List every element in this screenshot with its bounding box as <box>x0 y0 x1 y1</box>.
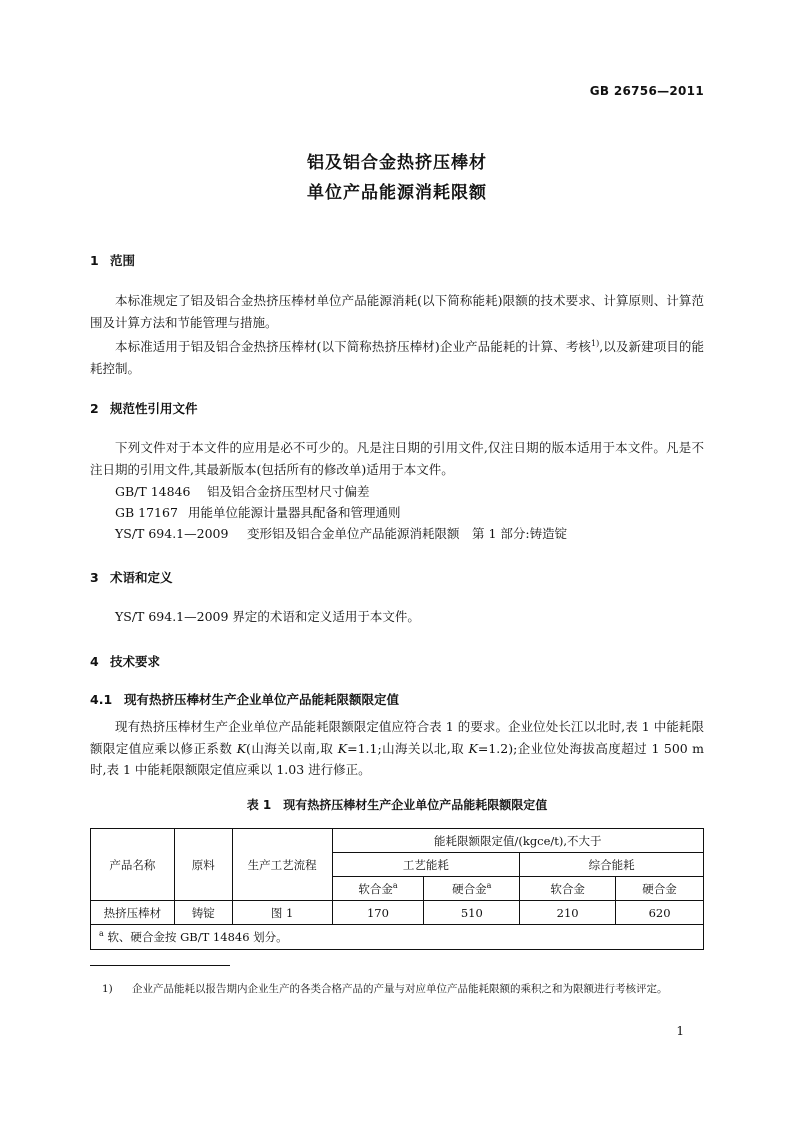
header-hard-alloy <box>424 877 520 901</box>
header-limit: 能耗限额限定值/(kgce/t),不大于 <box>332 829 703 853</box>
correction-factor-symbol: K <box>236 740 247 756</box>
footnote-mark: 1) <box>102 983 113 995</box>
cell-total-soft: 210 <box>520 901 616 925</box>
section-1-paragraph-2 <box>90 333 704 379</box>
correction-factor-symbol: K <box>468 740 478 756</box>
reference-code: GB 17167 <box>115 505 178 520</box>
section-1-paragraph-1: 本标准规定了铝及铝合金热挤压棒材单位产品能源消耗(以下简称能耗)限额的技术要求、计算原则、计算范围及计算方法和节能管理与措施。 <box>90 293 704 330</box>
section-2-heading <box>90 399 198 417</box>
header-total-energy: 综合能耗 <box>520 853 704 877</box>
cell-total-hard: 620 <box>616 901 704 925</box>
cell-process-hard: 510 <box>424 901 520 925</box>
section-title: 技术要求 <box>110 654 161 669</box>
reference-title: 用能单位能源计量器具配备和管理通则 <box>188 505 401 520</box>
section-3-paragraph-1: YS/T 694.1—2009 界定的术语和定义适用于本文件。 <box>115 609 420 624</box>
section-title: 范围 <box>110 253 136 268</box>
reference-item <box>115 503 401 521</box>
section-2-paragraph-1: 下列文件对于本文件的应用是必不可少的。凡是注日期的引用文件,仅注日期的版本适用于本文件。凡是不注日期的引用文件,其最新版本(包括所有的修改单)适用于本文件。 <box>90 440 704 477</box>
section-title: 术语和定义 <box>110 570 173 585</box>
section-number: 1 <box>90 253 99 268</box>
paragraph-text: 本标准适用于铝及铝合金热挤压棒材(以下简称热挤压棒材)企业产品能耗的计算、考核 <box>115 339 592 355</box>
correction-factor-symbol: K <box>337 740 348 756</box>
header-material: 原料 <box>174 829 232 901</box>
section-3-heading <box>90 568 173 586</box>
note-mark: a <box>486 880 492 890</box>
table-row <box>91 901 704 925</box>
header-hard-alloy-total: 硬合金 <box>616 877 704 901</box>
note-mark: a <box>392 880 398 890</box>
footnote-divider <box>90 965 230 966</box>
section-number: 2 <box>90 401 99 416</box>
table-note <box>91 925 704 950</box>
subsection-4-1-paragraph <box>90 716 704 781</box>
footnote-text: 企业产品能耗以报告期内企业生产的各类合格产品的产量与对应单位产品能耗限额的乘积之和为限额进行考核评定。 <box>132 983 668 995</box>
section-1-heading <box>90 251 135 269</box>
doc-title-line2: 单位产品能源消耗限额 <box>307 183 487 203</box>
reference-item <box>115 482 370 500</box>
section-number: 3 <box>90 570 99 585</box>
doc-title-line1: 铝及铝合金热挤压棒材 <box>307 153 487 173</box>
header-process-energy: 工艺能耗 <box>332 853 520 877</box>
paragraph-text: =1.1;山海关以北,取 <box>347 740 469 756</box>
reference-code: YS/T 694.1—2009 <box>115 526 229 541</box>
paragraph-text: =1.2);企业位处海拔高度超过 1 500 m 时,表 1 中能耗限额限定值应乘以 1.03 进行修正。 <box>90 740 704 777</box>
section-title: 规范性引用文件 <box>110 401 198 416</box>
header-text: 软合金 <box>358 881 393 896</box>
section-number: 4 <box>90 654 99 669</box>
header-text: 硬合金 <box>452 881 487 896</box>
energy-limit-table <box>90 828 704 950</box>
standard-code: GB 26756—2011 <box>589 84 704 98</box>
page-number: 1 <box>676 1024 684 1038</box>
reference-title: 变形铝及铝合金单位产品能源消耗限额 第 1 部分:铸造锭 <box>247 526 568 541</box>
cell-material: 铸锭 <box>174 901 232 925</box>
reference-code: GB/T 14846 <box>115 484 191 499</box>
cell-process: 图 1 <box>232 901 332 925</box>
note-mark: a <box>99 929 104 939</box>
subsection-number: 4.1 <box>90 692 113 707</box>
reference-item <box>115 524 567 542</box>
paragraph-text: 现有热挤压棒材生产企业单位产品能耗限额限定值应符合表 1 的要求。企业位处长江以北时,表 1 中能耗限额限定值应乘以修正系数 <box>90 719 704 756</box>
header-soft-alloy <box>332 877 424 901</box>
header-process: 生产工艺流程 <box>232 829 332 901</box>
note-text: 软、硬合金按 GB/T 14846 划分。 <box>107 930 288 944</box>
paragraph-text: (山海关以南,取 <box>246 740 338 756</box>
reference-title: 铝及铝合金挤压型材尺寸偏差 <box>207 484 370 499</box>
table-caption: 表 1 现有热挤压棒材生产企业单位产品能耗限额限定值 <box>246 798 548 812</box>
subsection-4-1-heading <box>90 690 399 708</box>
paragraph-text-tail: ,以及新建项目的能耗控制。 <box>90 339 704 376</box>
cell-product: 热挤压棒材 <box>91 901 175 925</box>
header-soft-alloy-total: 软合金 <box>520 877 616 901</box>
header-product: 产品名称 <box>91 829 175 901</box>
footnote <box>102 980 704 999</box>
footnote-ref: 1) <box>591 339 600 348</box>
cell-process-soft: 170 <box>332 901 424 925</box>
section-4-heading <box>90 652 160 670</box>
subsection-title: 现有热挤压棒材生产企业单位产品能耗限额限定值 <box>124 692 400 707</box>
